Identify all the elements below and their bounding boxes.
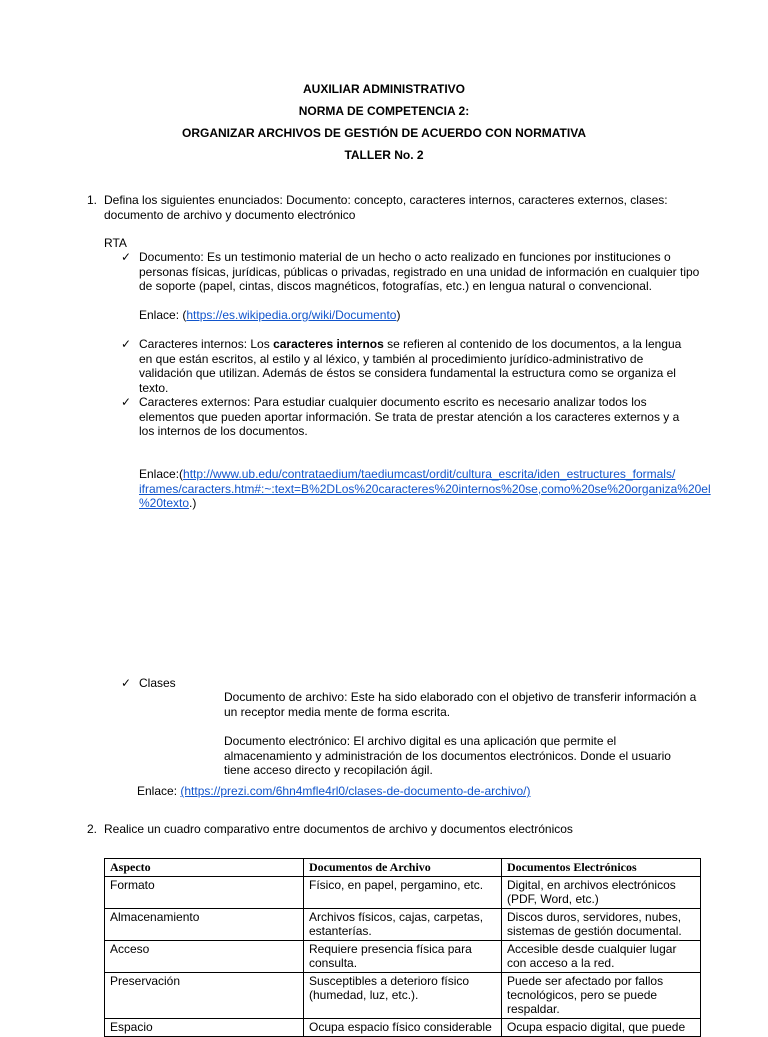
externos-link-part-1[interactable]: http://www.ub.edu/contrataedium/taediumcast/ordit/cultura_escrita/iden_estructures_formals/ bbox=[183, 467, 676, 481]
table-cell: Digital, en archivos electrónicos (PDF, Word, etc.) bbox=[502, 877, 701, 909]
table-cell: Ocupa espacio físico considerable bbox=[304, 1019, 502, 1037]
table-cell: Ocupa espacio digital, que puede bbox=[502, 1019, 701, 1037]
header-documentos-archivo: Documentos de Archivo bbox=[304, 859, 502, 877]
doc-title-2: NORMA DE COMPETENCIA 2: bbox=[298, 104, 470, 118]
table-row bbox=[105, 909, 701, 941]
link-suffix: ) bbox=[396, 308, 401, 322]
internos-post: se refieren al contenido de los documentos, a la lengua en que están escritos, al estilo y al léxico, y también al procedimiento jurídico-administrativo de validación que utilizan. Además de éstos se considera fundamental la estructura como se organiza el texto. bbox=[139, 337, 682, 395]
table-cell: Formato bbox=[105, 877, 304, 909]
externos-link-part-3[interactable]: %20texto bbox=[139, 496, 190, 510]
table-row bbox=[105, 877, 701, 909]
table-cell: Discos duros, servidores, nubes, sistemas de gestión documental. bbox=[502, 909, 701, 941]
header-documentos-electronicos: Documentos Electrónicos bbox=[502, 859, 701, 877]
table-row bbox=[105, 1019, 701, 1037]
check-icon: ✓ bbox=[121, 676, 132, 690]
externos-link-block bbox=[139, 467, 719, 511]
q2-number: 2. bbox=[87, 822, 98, 836]
table-cell: Susceptibles a deterioro físico (humedad, luz, etc.). bbox=[304, 973, 502, 1019]
table-header-row bbox=[105, 859, 701, 877]
table-cell: Preservación bbox=[105, 973, 304, 1019]
link-prefix: Enlace: bbox=[137, 784, 181, 798]
q1-text: Defina los siguientes enunciados: Documento: concepto, caracteres internos, caracteres externos, clases: documento de archivo y documento electrónico bbox=[104, 193, 668, 222]
clases-electronico-text: Documento electrónico: El archivo digital es una aplicación que permite el almacenamiento y administración de los documentos electrónicos. Donde el usuario tiene acceso directo y recopilación ágil. bbox=[224, 734, 671, 777]
internos-bold: caracteres internos bbox=[273, 337, 384, 351]
externos-link-line-3 bbox=[139, 496, 719, 511]
doc-title-4: TALLER No. 2 bbox=[344, 148, 424, 162]
rta-label: RTA bbox=[104, 236, 127, 250]
link-prefix: Enlace: ( bbox=[139, 308, 187, 322]
doc-title-1: AUXILIAR ADMINISTRATIVO bbox=[303, 82, 465, 96]
table-cell: Almacenamiento bbox=[105, 909, 304, 941]
documento-link-line bbox=[139, 308, 400, 323]
table-cell: Puede ser afectado por fallos tecnológicos, pero se puede respaldar. bbox=[502, 973, 701, 1019]
table-cell: Requiere presencia física para consulta. bbox=[304, 941, 502, 973]
externos-text: Caracteres externos: Para estudiar cualquier documento escrito es necesario analizar todos los elementos que pueden aportar información. Se trata de prestar atención a los caracteres externos y a los internos de los documentos. bbox=[139, 395, 680, 438]
internos-pre: Caracteres internos: Los bbox=[139, 337, 274, 351]
check-icon: ✓ bbox=[121, 337, 132, 351]
header-aspecto: Aspecto bbox=[105, 859, 304, 877]
externos-link-line-1 bbox=[139, 467, 719, 482]
table-row bbox=[105, 973, 701, 1019]
q1-number: 1. bbox=[87, 193, 98, 207]
table-cell: Espacio bbox=[105, 1019, 304, 1037]
clases-link[interactable]: (https://prezi.com/6hn4mfle4rl0/clases-de-documento-de-archivo/) bbox=[180, 784, 531, 798]
link-suffix: .) bbox=[189, 496, 197, 510]
table-row bbox=[105, 941, 701, 973]
table-cell: Acceso bbox=[105, 941, 304, 973]
clases-archivo-text: Documento de archivo: Este ha sido elaborado con el objetivo de transferir información a un receptor media mente de forma escrita. bbox=[224, 690, 697, 719]
table-cell: Accesible desde cualquier lugar con acceso a la red. bbox=[502, 941, 701, 973]
externos-link-part-2[interactable]: iframes/caracters.htm#:~:text=B%2DLos%20caracteres%20internos%20se,como%20se%20organiza%20el bbox=[139, 481, 711, 496]
table-cell: Físico, en papel, pergamino, etc. bbox=[304, 877, 502, 909]
table-cell: Archivos físicos, cajas, carpetas, estanterías. bbox=[304, 909, 502, 941]
q2-text: Realice un cuadro comparativo entre documentos de archivo y documentos electrónicos bbox=[104, 822, 573, 836]
check-icon: ✓ bbox=[121, 395, 132, 409]
clases-link-line bbox=[137, 784, 531, 799]
documento-text: Documento: Es un testimonio material de un hecho o acto realizado en funciones por instituciones o personas físicas, jurídicas, públicas o privadas, registrado en una unidad de información en cualquier tipo de soporte (papel, cintas, discos magnéticos, fotografías, etc.) en lengua natural o convencional. bbox=[139, 250, 700, 293]
comparison-table bbox=[104, 858, 701, 1037]
internos-text bbox=[139, 337, 695, 395]
doc-title-3: ORGANIZAR ARCHIVOS DE GESTIÓN DE ACUERDO CON NORMATIVA bbox=[181, 126, 586, 140]
externos-link-line-2 bbox=[139, 482, 719, 497]
check-icon: ✓ bbox=[121, 250, 132, 264]
link-prefix: Enlace:( bbox=[139, 467, 184, 481]
clases-label: Clases bbox=[139, 676, 176, 690]
documento-link[interactable]: https://es.wikipedia.org/wiki/Documento bbox=[186, 308, 397, 322]
